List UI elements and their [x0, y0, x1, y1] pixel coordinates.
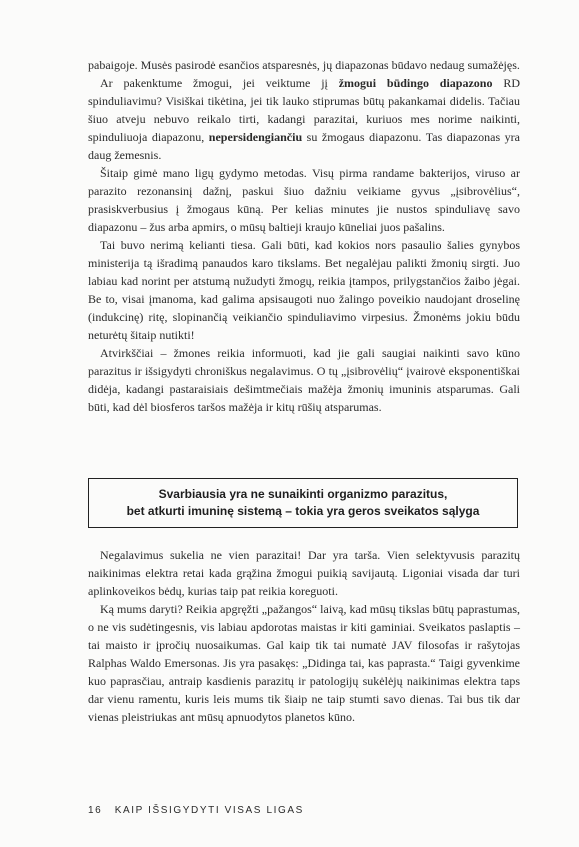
body-text-bottom	[88, 546, 520, 726]
text-run: Ar pakenktume žmogui, jei veiktume jį	[100, 76, 339, 90]
callout-line-1: Svarbiausia yra ne sunaikinti organizmo parazitus,	[158, 487, 448, 501]
paragraph-metodas: Šitaip gimė mano ligų gydymo metodas. Visų pirma randame bakterijos, viruso ar parazito rezonansinį dažnį, paskui šiuo dažniu veikiame gyvus „įsibrovėlius“, prasiskverbusius į žmogaus kūną. Per kelias minutes jie nustos spinduliavę savo diapazonu – žus arba apmirs, o mūsų baltieji kraujo kūneliai juos pašalins.	[88, 166, 520, 234]
text-run: RD spinduliavimu? Visiškai tikėtina, jei tik lauko stiprumas būtų pakankamai didelis. Tačiau šiuo atveju nebuvo reikalo tirti, kadangi parazitai, kuriuos mes norime naikinti, spinduliuoja diapazonu,	[88, 76, 521, 144]
paragraph-informuoti: Atvirkščiai – žmones reikia informuoti, kad jie gali saugiai naikinti savo kūno parazitus ir išsigydyti chroniškus negalavimus. O tų „įsibrovėlių“ įvairovė eksponentiškai didėja, kadangi pastaraisiais dešimtmečiais mažėja žmonių imuninis atsparumas. Gali būti, kad dėl biosferos taršos mažėja ir kitų rūšių atsparumas.	[88, 346, 520, 414]
callout-box	[88, 478, 518, 528]
paragraph-nerimas: Tai buvo nerimą kelianti tiesa. Gali būti, kad kokios nors pasaulio šalies gynybos ministerija tą išradimą panaudos karo tikslams. Bet negalėjau palikti žmonių sirgti. Juo labiau kad norint per atstumą nužudyti žmogų, reikia įtampos, prilygstančios žaibo jėgai. Be to, visai įmanoma, kad galima apsisaugoti nuo žalingo poveikio naudojant droselinę (indukcinę) ritę, slopinančią veikiančio spinduliavimo virpesius. Žmonėms jokiu būdu neturėtų šitaip nutikti!	[88, 238, 520, 342]
callout-line-2: bet atkurti imuninę sistemą – tokia yra geros sveikatos sąlyga	[126, 504, 480, 518]
running-title: KAIP IŠSIGYDYTI VISAS LIGAS	[114, 805, 304, 816]
body-text-top	[88, 56, 520, 416]
paragraph-tarsa: Negalavimus sukelia ne vien parazitai! Dar yra tarša. Vien selektyvusis parazitų naikinimas elektra retai kada grąžina žmogui puikią savijautą. Ligoniai visada dar turi aplinkoveikos bėdų, kurias taip pat reikia koreguoti.	[88, 548, 520, 598]
paragraph-paprastumas: Ką mums daryti? Reikia apgręžti „pažangos“ laivą, kad mūsų tikslas būtų paprastumas, o ne vis sudėtingesnis, vis labiau apdorotas maistas ir kiti gaminiai. Sveikatos paslaptis – tai maisto ir įpročių nuosaikumas. Gal kaip tik tai numatė JAV filosofas ir rašytojas Ralphas Waldo Emersonas. Jis yra pasakęs: „Didinga tai, kas paprasta.“ Taigi gyvenkime kuo paprasčiau, antraip kasdienis parazitų ir patologijų sukėlėjų naikinimas elektra taps dar vienu ramentu, kuris leis mums tik šiaip ne taip stumti savo dienas. Tai bus tik dar vienas pleistriukas ant mūsų apnuodytos planetos kūno.	[88, 602, 520, 724]
text-run-bold: žmogui būdingo diapazono	[338, 76, 493, 90]
text-run-bold: nepersidengiančiu	[208, 130, 303, 144]
page-footer	[88, 805, 304, 816]
page-number: 16	[88, 805, 103, 816]
text-run: su žmogaus diapazonu. Tas diapazonas yra daug žemesnis.	[88, 130, 520, 162]
paragraph-diapazonas	[88, 74, 520, 164]
paragraph-continuation: pabaigoje. Musės pasirodė esančios atsparesnės, jų diapazonas būdavo nedaug sumažėjęs.	[88, 58, 520, 72]
